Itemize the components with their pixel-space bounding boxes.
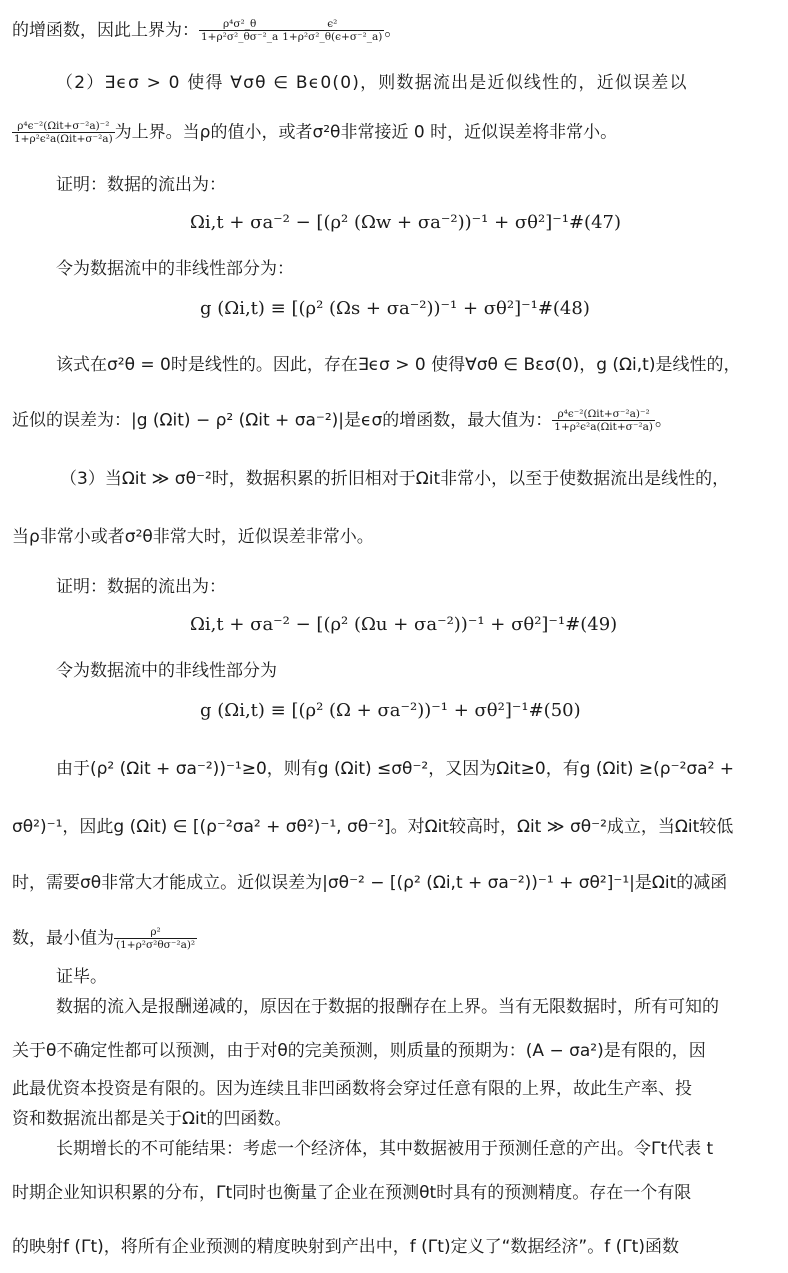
text-line-13: σθ²)⁻¹，因此g (Ωit) ∈ [(ρ⁻²σa² + σθ²)⁻¹, σθ⁻²]。对Ωit较高时，Ωit ≫ σθ⁻²成立，当Ωit较低 (12, 817, 734, 837)
fraction-numerator: ρ⁴σ²_θ (199, 18, 280, 31)
equation-47: Ωi,t + σa⁻² − [(ρ² (Ωw + σa⁻²))⁻¹ + σθ²]⁻¹#(47) (190, 212, 621, 233)
text-line-23: 的映射f (Γt)，将所有企业预测的精度映射到产出中，f (Γt)定义了“数据经济”。f (Γt)函数 (12, 1237, 679, 1257)
text-line-9: 当ρ非常小或者σ²θ非常大时，近似误差非常小。 (12, 527, 374, 547)
text-line-1-end: 。 (384, 20, 402, 41)
fraction-min-value (114, 926, 197, 951)
text-line-7-end: 。 (654, 410, 672, 431)
fraction-denominator: 1+ρ²ϵ²a(Ωit+σ⁻²a) (554, 421, 653, 433)
fraction-numerator: ϵ² (280, 18, 384, 31)
text-line-3-body: 为上界。当ρ的值小，或者σ²θ非常接近 0 时，近似误差将非常小。 (114, 122, 618, 143)
text-line-10: 证明：数据的流出为： (56, 577, 226, 597)
text-line-15-body: 数，最小值为 (12, 928, 114, 949)
fraction-denominator: (1+ρ²σ²θσ⁻²a)² (116, 939, 196, 951)
text-line-2: （2）∃ϵσ > 0 使得 ∀σθ ∈ Bϵ0(0)，则数据流出是近似线性的，近似误差以 (56, 73, 688, 93)
text-line-18: 关于θ不确定性都可以预测，由于对θ的完美预测，则质量的预期为：(A − σa²)是有限的，因 (12, 1041, 706, 1061)
equation-48: g (Ωi,t) ≡ [(ρ² (Ωs + σa⁻²))⁻¹ + σθ²]⁻¹#(48) (200, 298, 590, 319)
fraction-upper-bound-1 (199, 18, 280, 43)
fraction-denominator: 1+ρ²ϵ²a(Ωit+σ⁻²a) (14, 133, 113, 145)
text-line-15 (12, 926, 197, 951)
fraction-numerator: ρ² (114, 926, 197, 939)
text-line-20: 资和数据流出都是关于Ωit的凹函数。 (12, 1109, 292, 1129)
equation-49: Ωi,t + σa⁻² − [(ρ² (Ωu + σa⁻²))⁻¹ + σθ²]⁻¹#(49) (190, 614, 618, 635)
text-line-7 (12, 408, 672, 433)
text-line-19: 此最优资本投资是有限的。因为连续且非凹函数将会穿过任意有限的上界，故此生产率、投 (12, 1079, 692, 1099)
text-line-12: 由于(ρ² (Ωit + σa⁻²))⁻¹≥0，则有g (Ωit) ≤σθ⁻²，又因为Ωit≥0，有g (Ωit) ≥(ρ⁻²σa² + (56, 759, 735, 779)
text-line-6: 该式在σ²θ = 0时是线性的。因此，存在∃ϵσ > 0 使得∀σθ ∈ Bεσ(0)，g (Ωi,t)是线性的， (56, 355, 741, 375)
text-line-11: 令为数据流中的非线性部分为 (56, 661, 277, 681)
equation-50: g (Ωi,t) ≡ [(ρ² (Ω + σa⁻²))⁻¹ + σθ²]⁻¹#(50) (200, 700, 581, 721)
fraction-denominator: 1+ρ²σ²_θ(ϵ+σ⁻²_a) (282, 31, 383, 43)
text-line-1-lead: 的增函数，因此上界为： (12, 20, 199, 41)
fraction-denominator: 1+ρ²σ²_θσ⁻²_a (201, 31, 279, 43)
text-line-7-body: 近似的误差为：|g (Ωit) − ρ² (Ωit + σa⁻²)|是ϵσ的增函数，最大值为： (12, 410, 553, 431)
fraction-error-bound (12, 120, 115, 145)
fraction-max-value (552, 408, 655, 433)
fraction-numerator: ρ⁴ϵ⁻²(Ωit+σ⁻²a)⁻² (12, 120, 115, 133)
text-line-8: （3）当Ωit ≫ σθ⁻²时，数据积累的折旧相对于Ωit非常小，以至于使数据流出是线性的， (60, 469, 730, 489)
text-line-1 (12, 18, 401, 43)
text-line-21: 长期增长的不可能结果：考虑一个经济体，其中数据被用于预测任意的产出。令Γt代表 t (56, 1139, 714, 1159)
text-line-3 (12, 120, 617, 145)
text-line-22: 时期企业知识积累的分布，Γt同时也衡量了企业在预测θt时具有的预测精度。存在一个有限 (12, 1183, 692, 1203)
fraction-numerator: ρ⁴ϵ⁻²(Ωit+σ⁻²a)⁻² (552, 408, 655, 421)
fraction-upper-bound-2 (280, 18, 384, 43)
text-line-16: 证毕。 (56, 967, 107, 987)
text-line-17: 数据的流入是报酬递减的，原因在于数据的报酬存在上界。当有无限数据时，所有可知的 (56, 997, 719, 1017)
text-line-14: 时，需要σθ非常大才能成立。近似误差为|σθ⁻² − [(ρ² (Ωi,t + σa⁻²))⁻¹ + σθ²]⁻¹|是Ωit的减函 (12, 873, 728, 893)
text-line-5: 令为数据流中的非线性部分为： (56, 259, 294, 279)
text-line-4: 证明：数据的流出为： (56, 175, 226, 195)
